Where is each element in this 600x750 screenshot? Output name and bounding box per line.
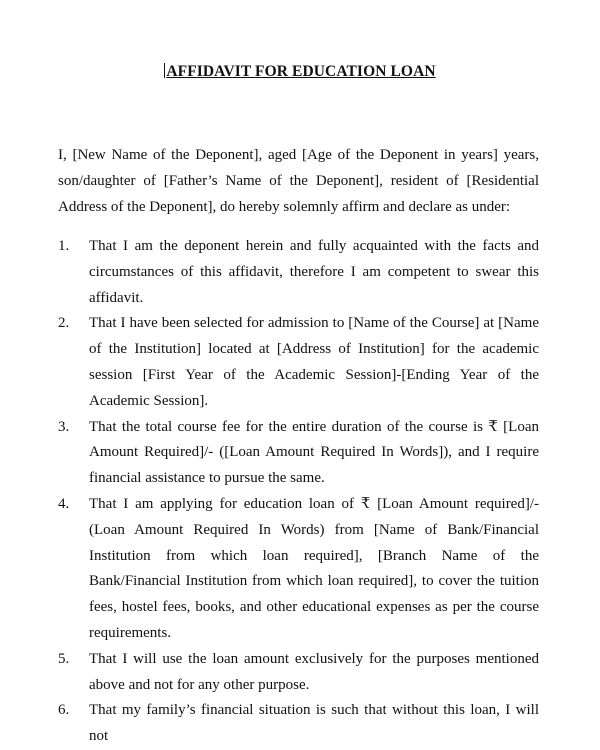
list-item-text: That I am the deponent herein and fully acquainted with the facts and circumstances of this affidavit, therefore I am competent to swear this affidavit.: [89, 238, 539, 306]
list-item-number: 2.: [58, 315, 70, 332]
list-item-number: 4.: [58, 495, 70, 512]
list-item-text: That the total course fee for the entire duration of the course is ₹ [Loan Amount Required]/- ([Loan Amount Required In Words]), and I require financial assistance to pursue the same.: [89, 418, 539, 487]
list-item: [58, 698, 539, 750]
list-item-text: That my family’s financial situation is such that without this loan, I will not: [89, 702, 539, 745]
list-item-number: 1.: [58, 238, 70, 254]
list-item-number: 5.: [58, 650, 70, 667]
list-item-text: That I will use the loan amount exclusively for the purposes mentioned above and not for any other purpose.: [89, 650, 539, 693]
intro-paragraph: I, [New Name of the Deponent], aged [Age of the Deponent in years] years, son/daughter of [Father’s Name of the Deponent], resident of [Residential Address of the Deponent], do hereby solemnly affirm and declare as under:: [58, 147, 539, 215]
document-title-text: AFFIDAVIT FOR EDUCATION LOAN: [166, 63, 436, 80]
list-item: [58, 311, 539, 414]
declaration-list: [58, 234, 539, 750]
list-item: [58, 234, 539, 311]
list-item: [58, 647, 539, 699]
list-item-text: That I have been selected for admission to [Name of the Course] at [Name of the Institution] located at [Address of Institution] for the academic session [First Year of the Academic Session]-[Ending Year of the Academic Session].: [89, 315, 539, 409]
list-item: [58, 415, 539, 492]
list-item-number: 3.: [58, 418, 70, 435]
list-item: [58, 492, 539, 647]
list-item-number: 6.: [58, 702, 70, 719]
list-item-text: That I am applying for education loan of ₹ [Loan Amount required]/- (Loan Amount Required In Words) from [Name of Bank/Financial Institution from which loan required], [Branch Name of the Bank/Financial Institution from which loan required], to cover the tuition fees, hostel fees, books, and other educational expenses as per the course requirements.: [89, 495, 539, 641]
document-title: [0, 63, 600, 81]
